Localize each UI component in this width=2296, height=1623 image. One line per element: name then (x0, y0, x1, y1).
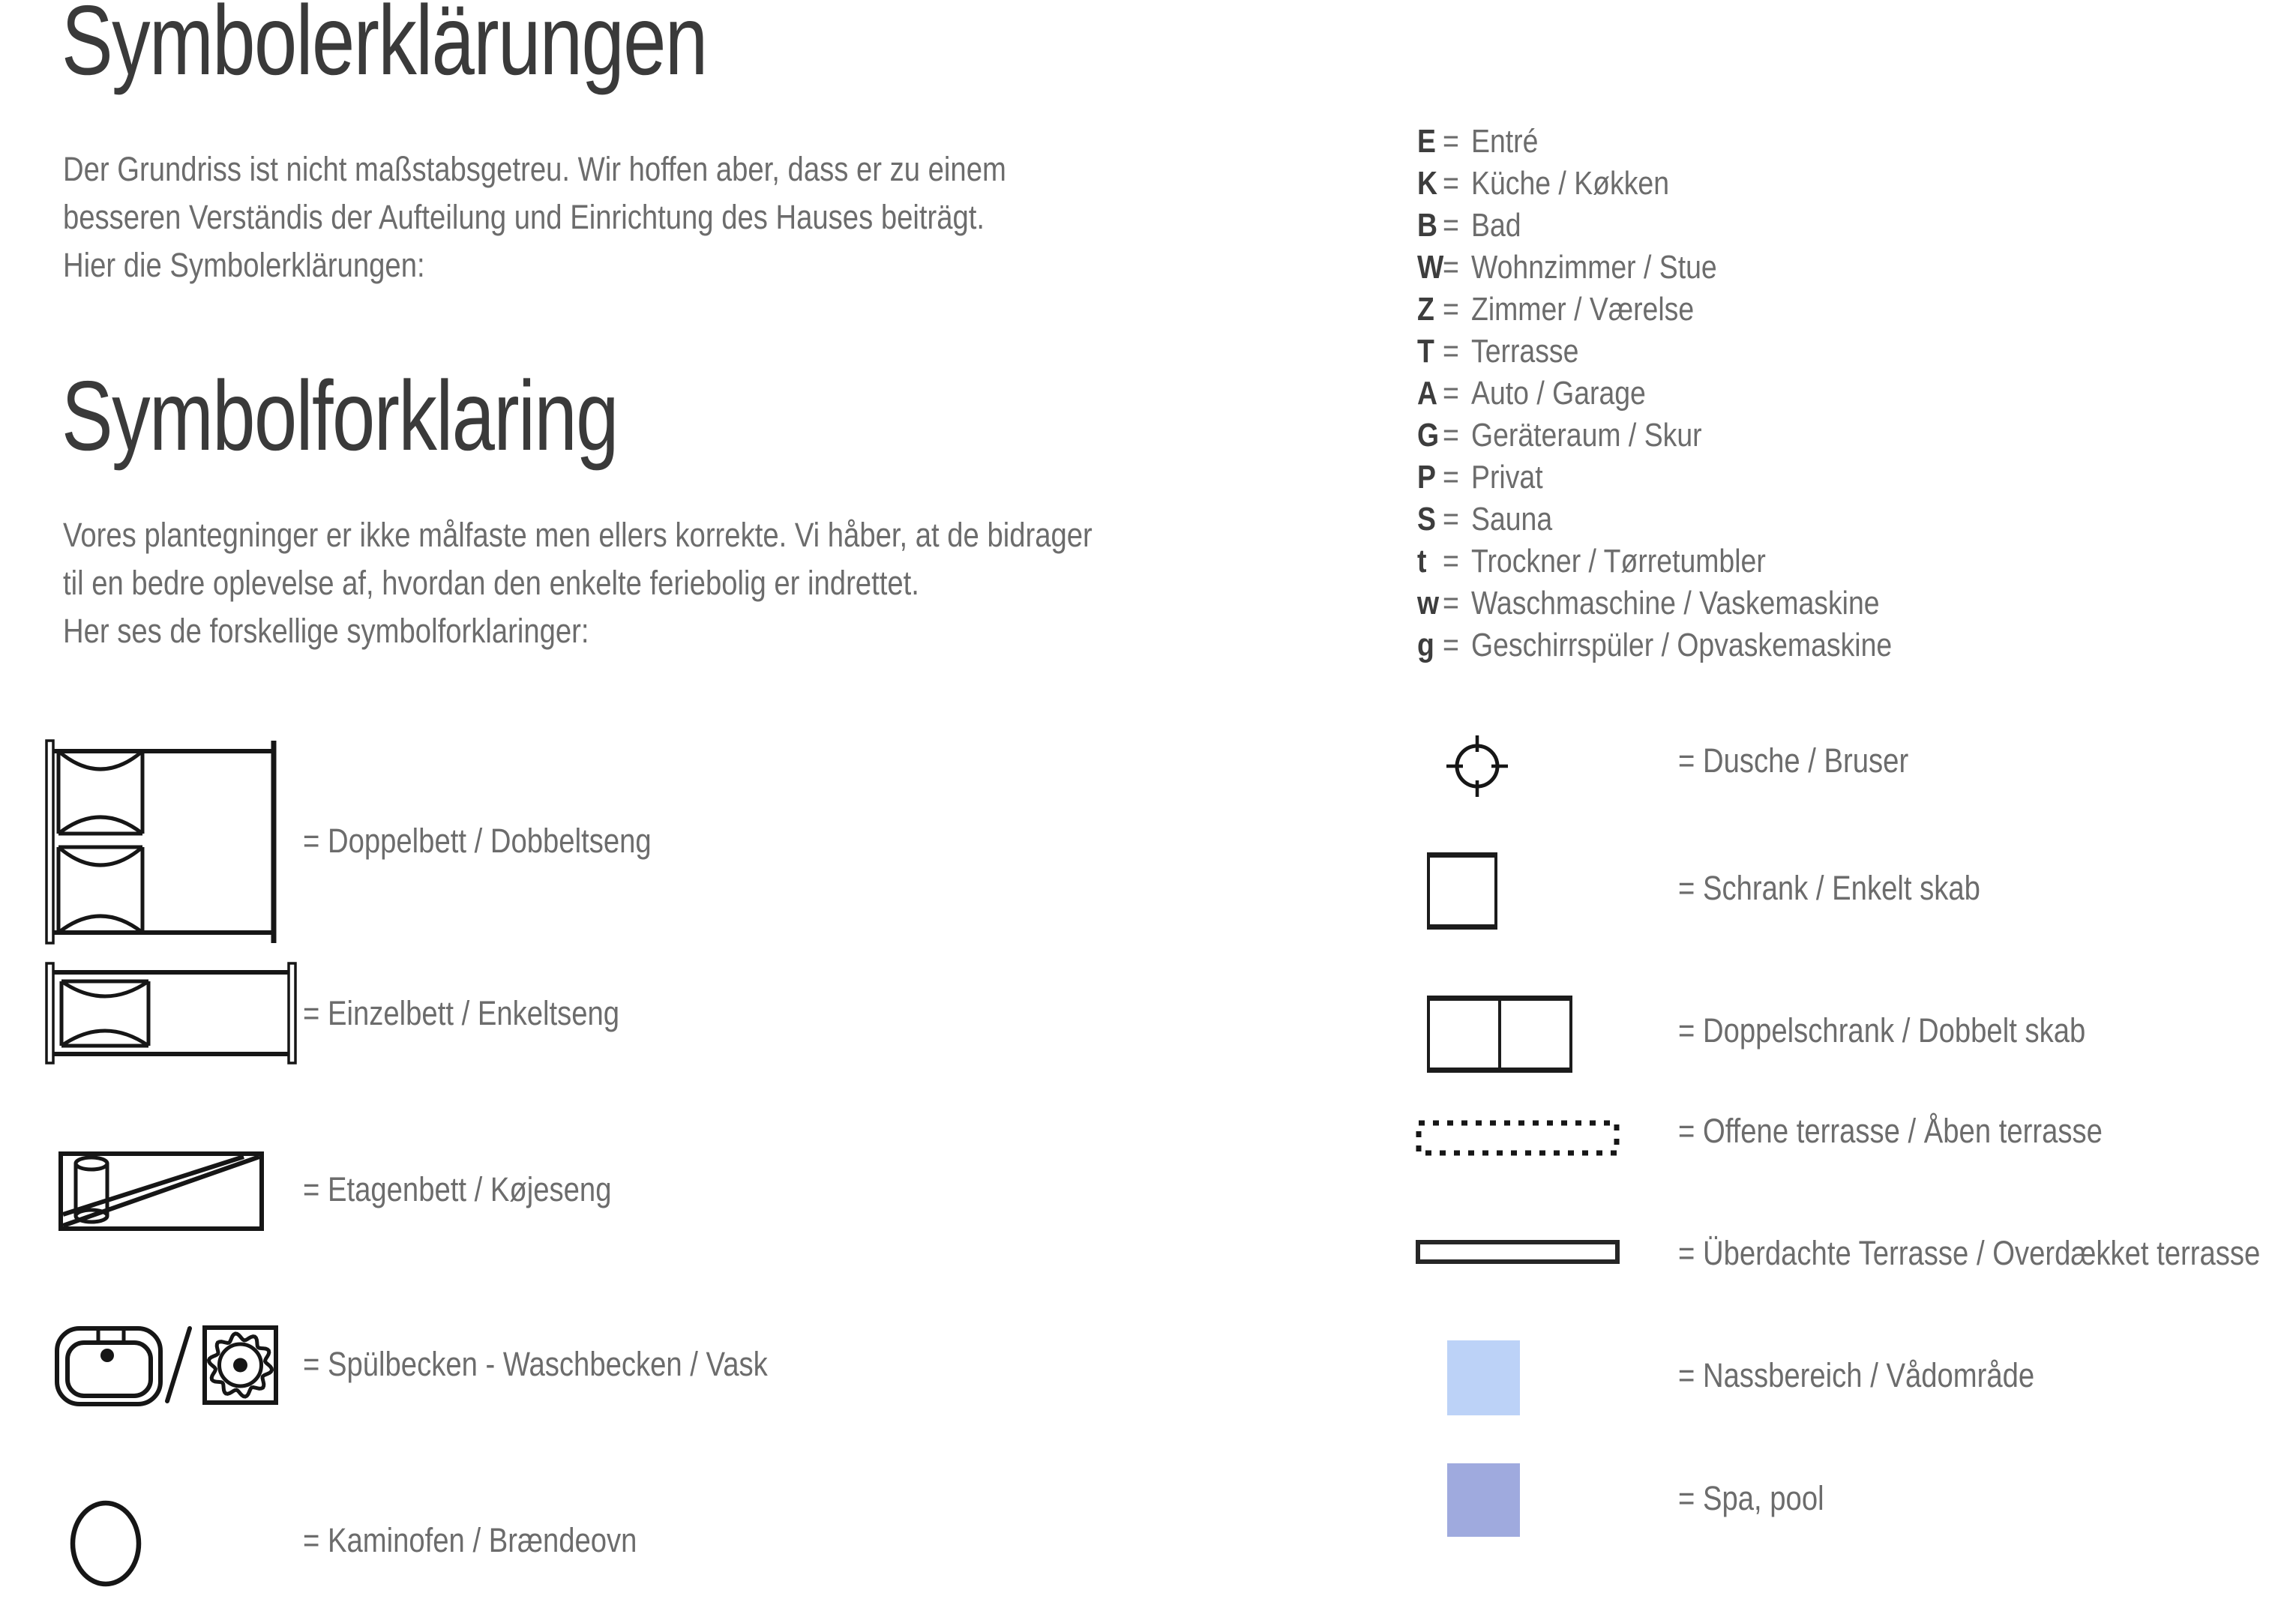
page-title-danish: Symbolforklaring (61, 361, 618, 471)
page-title-german: Symbolerklärungen (61, 0, 707, 95)
abbreviation-legend: E = Entré K = Küche / Køkken B = Bad W = Wohnzimmer / Stue Z = Zimmer / Værelse T = Terrasse A = Auto / Garage G = Geräteraum / Skur P = Privat S = Sauna t = Trockner / Tørretumbler w = Waschmaschine / Vaskemaskine g = Geschirrspüler / Opvaskemaskine (1417, 123, 1893, 663)
spa-pool-label: = Spa, pool (1678, 1479, 1824, 1517)
wood-stove-icon (67, 1498, 144, 1589)
double-bed-icon (45, 739, 285, 945)
sink-label: = Spülbecken - Waschbecken / Vask (303, 1345, 768, 1383)
double-bed-label: = Doppelbett / Dobbeltseng (303, 822, 652, 860)
spa-pool-icon (1447, 1463, 1520, 1537)
open-terrace-label: = Offene terrasse / Åben terrasse (1678, 1112, 2103, 1150)
intro-paragraph-german: Der Grundriss ist nicht maßstabsgetreu. Wir hoffen aber, dass er zu einem besseren Verständis der Aufteilung und Einrichtung des Hauses beiträgt. Hier die Symbolerklärungen: (63, 150, 1006, 284)
shower-label: = Dusche / Bruser (1678, 741, 1909, 780)
covered-terrace-icon (1416, 1240, 1620, 1264)
wet-area-label: = Nassbereich / Vådområde (1678, 1356, 2035, 1394)
single-closet-label: = Schrank / Enkelt skab (1678, 869, 1980, 907)
shower-icon (1441, 729, 1513, 804)
double-closet-icon (1427, 996, 1572, 1073)
single-closet-icon (1427, 852, 1497, 930)
sink-icon (55, 1322, 281, 1408)
double-closet-label: = Doppelschrank / Dobbelt skab (1678, 1011, 2086, 1050)
covered-terrace-label: = Überdachte Terrasse / Overdækket terrasse (1678, 1234, 2261, 1272)
single-bed-label: = Einzelbett / Enkeltseng (303, 994, 620, 1032)
intro-paragraph-danish: Vores plantegninger er ikke målfaste men ellers korrekte. Vi håber, at de bidrager til en bedre oplevelse af, hvordan den enkelte feriebolig er indrettet. Her ses de forskellige symbolforklaringer: (63, 516, 1093, 650)
wet-area-icon (1447, 1340, 1520, 1415)
bunk-bed-label: = Etagenbett / Køjeseng (303, 1170, 612, 1208)
bunk-bed-icon (58, 1151, 264, 1231)
single-bed-icon (45, 962, 301, 1065)
open-terrace-icon (1416, 1118, 1620, 1157)
closet-divider (1498, 1001, 1501, 1068)
wood-stove-label: = Kaminofen / Brændeovn (303, 1521, 637, 1559)
